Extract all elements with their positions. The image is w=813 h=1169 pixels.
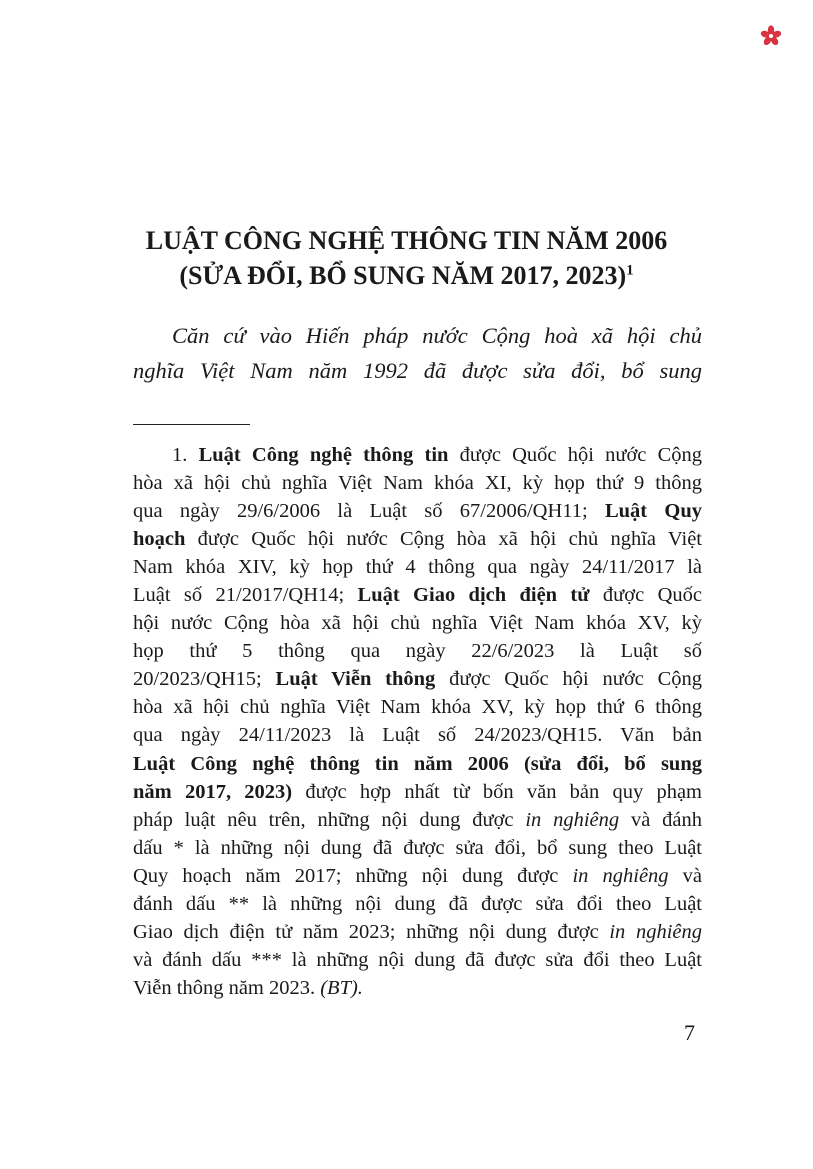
bold-text: Luật Công nghệ thông tin năm 2006 (sửa đổi, bổ sung	[133, 752, 702, 775]
footnote-line	[133, 721, 702, 749]
text: qua ngày 29/6/2006 là Luật số 67/2006/QH11;	[133, 500, 605, 523]
text: đánh dấu ** là những nội dung đã được sửa đổi theo Luật	[133, 892, 702, 915]
footnote-line	[133, 862, 702, 890]
footnote-line	[133, 553, 702, 581]
text: và đánh dấu *** là những nội dung đã được sửa đổi theo Luật	[133, 948, 702, 971]
italic-text: in nghiêng	[609, 920, 703, 943]
text: được Quốc hội nước Cộng hòa xã hội chủ nghĩa Việt	[185, 528, 702, 551]
preamble-line: Căn cứ vào Hiến pháp nước Cộng hoà xã hội chủ	[172, 323, 702, 348]
footnote-line	[133, 946, 702, 974]
text: được Quốc	[589, 584, 702, 607]
footnote	[133, 441, 702, 1002]
bold-text: Luật Giao dịch điện tử	[357, 584, 590, 607]
text: Luật số 21/2017/QH14;	[133, 584, 358, 607]
bold-text: Luật Quy	[604, 500, 702, 523]
footnote-separator	[133, 424, 250, 425]
text: pháp luật nêu trên, những nội dung được	[133, 808, 526, 831]
text: qua ngày 24/11/2023 là Luật số 24/2023/QH15. Văn bản	[133, 724, 702, 747]
footnote-line	[133, 974, 702, 1002]
text: dấu * là những nội dung đã được sửa đổi, bổ sung theo Luật	[133, 836, 702, 859]
text: Viễn thông năm 2023.	[133, 976, 321, 999]
text: và	[668, 864, 702, 887]
text: được hợp nhất từ bốn văn bản quy phạm	[292, 780, 702, 803]
text: hòa xã hội chủ nghĩa Việt Nam khóa XV, kỳ họp thứ 6 thông	[133, 696, 702, 719]
bold-text: Luật Viễn thông	[275, 668, 436, 691]
footnote-line	[133, 581, 702, 609]
bold-text: Luật Công nghệ thông tin	[198, 444, 449, 466]
footnote-line	[133, 469, 702, 497]
footnote-line	[133, 441, 702, 469]
text: 1.	[172, 444, 199, 466]
text: Nam khóa XIV, kỳ họp thứ 4 thông qua ngày 24/11/2017 là	[133, 556, 702, 579]
italic-text: (BT).	[320, 976, 363, 999]
footnote-line	[133, 693, 702, 721]
flower-logo-icon	[760, 25, 782, 47]
document-title-line-1: LUẬT CÔNG NGHỆ THÔNG TIN NĂM 2006	[145, 226, 668, 255]
text: 20/2023/QH15;	[133, 668, 276, 691]
preamble	[133, 318, 702, 388]
text: hòa xã hội chủ nghĩa Việt Nam khóa XI, kỳ họp thứ 9 thông	[133, 472, 702, 495]
footnote-line	[133, 637, 702, 665]
footnote-line	[133, 806, 702, 834]
footnote-line	[133, 525, 702, 553]
footnote-line	[133, 778, 702, 806]
footnote-line	[133, 890, 702, 918]
footnote-line	[133, 750, 702, 778]
footnote-line	[133, 834, 702, 862]
text: Quy hoạch năm 2017; những nội dung được	[133, 864, 573, 887]
text: và đánh	[619, 808, 702, 831]
bold-text: năm 2017, 2023)	[133, 780, 293, 803]
footnote-line	[133, 497, 702, 525]
footnote-line	[133, 665, 702, 693]
page-number: 7	[684, 1020, 695, 1045]
footnote-line	[133, 609, 702, 637]
bold-text: hoạch	[133, 528, 186, 551]
document-title-line-2: (SỬA ĐỔI, BỔ SUNG NĂM 2017, 2023)$^1$	[179, 261, 634, 290]
text: Giao dịch điện tử năm 2023; những nội dung được	[133, 920, 610, 943]
footnote-reference: 1	[626, 262, 634, 279]
text: được Quốc hội nước Cộng	[435, 668, 702, 691]
italic-text: in nghiêng	[525, 808, 620, 831]
preamble-line: nghĩa Việt Nam năm 1992 đã được sửa đổi, bổ sung	[133, 358, 702, 383]
text: họp thứ 5 thông qua ngày 22/6/2023 là Luật số	[133, 640, 702, 663]
footnote-line	[133, 918, 702, 946]
text: được Quốc hội nước Cộng	[448, 444, 703, 466]
italic-text: in nghiêng	[572, 864, 669, 887]
text: hội nước Cộng hòa xã hội chủ nghĩa Việt Nam khóa XV, kỳ	[133, 612, 702, 635]
